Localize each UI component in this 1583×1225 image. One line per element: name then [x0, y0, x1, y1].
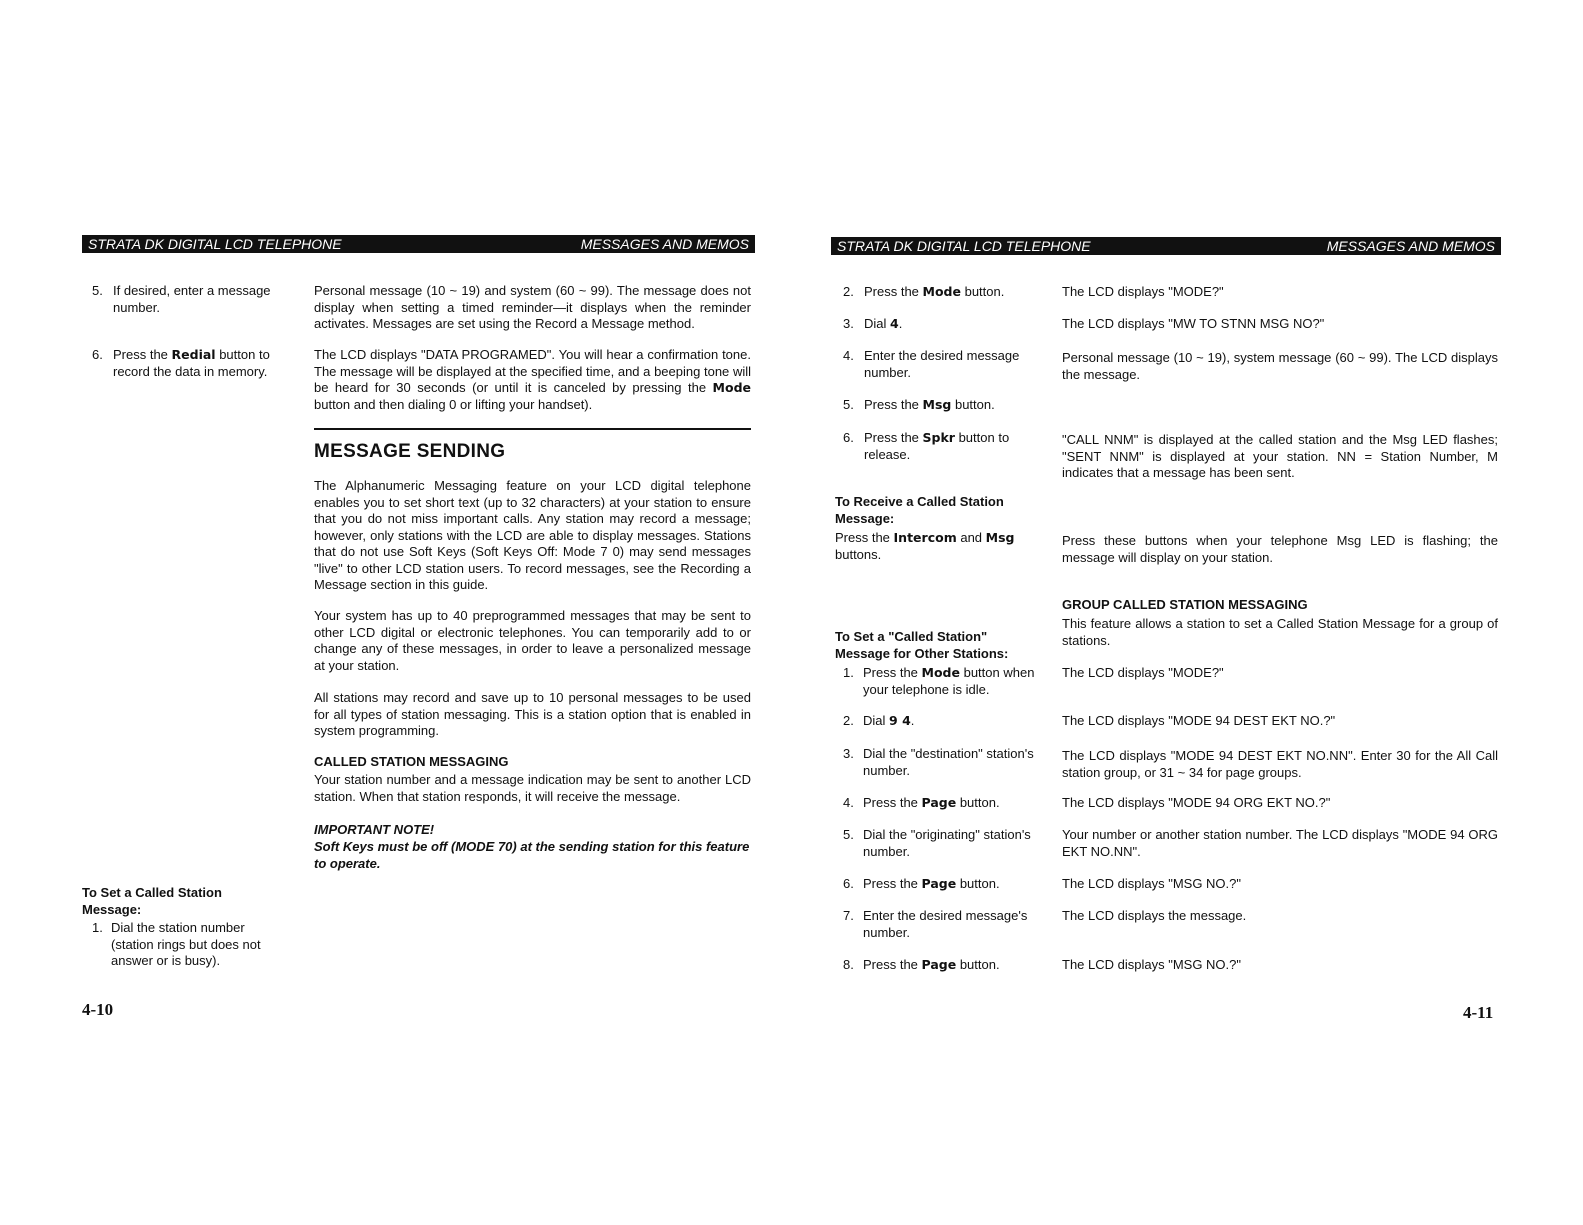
rb-step6-post: button. — [956, 876, 1000, 891]
page-button-label: Page — [921, 876, 957, 891]
mode-button-label: Mode — [922, 284, 961, 299]
group-messaging-subhead: GROUP CALLED STATION MESSAGING — [1062, 597, 1308, 612]
rb-step4-post: button. — [956, 795, 1000, 810]
important-note-text: Soft Keys must be off (MODE 70) at the sending station for this feature to operate. — [314, 839, 750, 871]
left-header-bar — [82, 235, 755, 253]
receive-mid: and — [956, 530, 986, 545]
section-divider — [314, 428, 751, 430]
r-step2-label — [864, 284, 1044, 301]
rb-step8-pre: Press the — [863, 957, 922, 972]
called-step1-text: Dial the station number (station rings but does not answer or is busy). — [111, 920, 261, 968]
left-step6-desc-pre: The LCD displays "DATA PROGRAMED". You will hear a confirmation tone. The message will be displayed at the specified time, and a beeping tone will be heard for 30 seconds (or until it is canceled by pressing the — [314, 347, 751, 395]
left-header-section: MESSAGES AND MEMOS — [580, 236, 749, 252]
para-called-station: Your station number and a message indication may be sent to another LCD station. When that station responds, it will receive the message. — [314, 772, 751, 804]
rb-step7-label: Enter the desired message's number. — [863, 908, 1028, 940]
r-step2-pre: Press the — [864, 284, 923, 299]
rb-step2-post: . — [910, 713, 915, 728]
rb-step7-number: 7. — [843, 908, 854, 923]
rb-step8-post: button. — [956, 957, 1000, 972]
rb-step6-number: 6. — [843, 876, 854, 891]
rb-step4-number: 4. — [843, 795, 854, 810]
r-step6-desc: "CALL NNM" is displayed at the called station and the Msg LED flashes; "SENT NNM" is displayed at your station. NN = Station Number, M indicates that a message has been sent. — [1062, 432, 1498, 480]
r-step2-number: 2. — [843, 284, 854, 299]
rb-step2-desc: The LCD displays "MODE 94 DEST EKT NO.?" — [1062, 713, 1336, 728]
rb-step3-desc: The LCD displays "MODE 94 DEST EKT NO.NN". Enter 30 for the All Call station group, or 31 ~ 34 for page groups. — [1062, 748, 1498, 780]
rb-step3-label: Dial the "destination" station's number. — [863, 746, 1034, 778]
r-step4-label: Enter the desired message number. — [864, 348, 1020, 380]
left-step6-desc-post: button and then dialing 0 or lifting your handset). — [314, 396, 593, 412]
rb-step6-pre: Press the — [863, 876, 922, 891]
rb-step7-desc: The LCD displays the message. — [1062, 908, 1247, 923]
para-alphanumeric: The Alphanumeric Messaging feature on your LCD digital telephone enables you to set short text (up to 32 characters) at your station to ensure that you do not miss important calls. Any station may record a message; however, only stations with the LCD are able to display messages. Stations that do not use Soft Keys (Soft Keys Off: Mode 7 0) may send messages "live" to other LCD station users. To record messages, see the Recording a Message section in this guide. — [314, 478, 751, 592]
rb-step8-number: 8. — [843, 957, 854, 972]
r-step3-desc: The LCD displays "MW TO STNN MSG NO?" — [1062, 316, 1325, 331]
r-step3-pre: Dial — [864, 316, 891, 331]
r-step6-label — [864, 430, 1029, 463]
left-header-title: STRATA DK DIGITAL LCD TELEPHONE — [88, 236, 342, 252]
called-step1-number: 1. — [92, 920, 103, 935]
rb-step2-number: 2. — [843, 713, 854, 728]
rb-step1-desc: The LCD displays "MODE?" — [1062, 665, 1224, 680]
rb-step2-label — [863, 713, 1048, 730]
para-personal: All stations may record and save up to 10 personal messages to be used for all types of station messaging. This is a station option that is enabled in system programming. — [314, 690, 751, 738]
intercom-button-label: Intercom — [893, 530, 957, 545]
dial-digits: 9 4 — [889, 713, 911, 728]
rb-step3-number: 3. — [843, 746, 854, 761]
msg-button-label: Msg — [922, 397, 952, 412]
r-step3-post: . — [898, 316, 903, 331]
r-step4-desc: Personal message (10 ~ 19), system message (60 ~ 99). The LCD displays the message. — [1062, 350, 1498, 382]
rb-step5-desc: Your number or another station number. The LCD displays "MODE 94 ORG EKT NO.NN". — [1062, 827, 1498, 859]
right-header-section: MESSAGES AND MEMOS — [1326, 238, 1495, 254]
r-step5-label — [864, 397, 1044, 414]
mode-button-label: Mode — [712, 380, 751, 395]
rb-step2-pre: Dial — [863, 713, 890, 728]
rb-step4-pre: Press the — [863, 795, 922, 810]
left-step5-number: 5. — [92, 283, 103, 298]
rb-step4-label — [863, 795, 1048, 812]
mode-button-label: Mode — [921, 665, 960, 680]
rb-step1-pre: Press the — [863, 665, 922, 680]
right-header-bar — [831, 237, 1501, 255]
r-step6-post: button to release. — [864, 430, 1010, 462]
rb-step6-label — [863, 876, 1048, 893]
called-station-subhead: CALLED STATION MESSAGING — [314, 754, 509, 769]
rb-step1-label — [863, 665, 1048, 698]
right-header-title: STRATA DK DIGITAL LCD TELEPHONE — [837, 238, 1091, 254]
other-stations-heading: To Set a "Called Station" Message for Other Stations: — [835, 629, 1009, 661]
left-step5-desc: Personal message (10 ~ 19) and system (60 ~ 99). The message does not display when setting a timed reminder—it displays when the reminder activates. Messages are set using the Record a Message method. — [314, 283, 751, 331]
rb-step8-desc: The LCD displays "MSG NO.?" — [1062, 957, 1242, 972]
left-step5-label: If desired, enter a message number. — [113, 283, 271, 315]
rb-step8-label — [863, 957, 1048, 974]
page-button-label: Page — [921, 795, 957, 810]
r-step2-desc: The LCD displays "MODE?" — [1062, 284, 1224, 299]
rb-step6-desc: The LCD displays "MSG NO.?" — [1062, 876, 1242, 891]
left-step6-label-pre: Press the — [113, 347, 172, 362]
receive-pre: Press the — [835, 530, 894, 545]
dial-digit: 4 — [890, 316, 899, 331]
left-step6-number: 6. — [92, 347, 103, 362]
spkr-button-label: Spkr — [922, 430, 955, 445]
r-step6-pre: Press the — [864, 430, 923, 445]
redial-button-label: Redial — [171, 347, 216, 362]
rb-step1-number: 1. — [843, 665, 854, 680]
called-station-heading: To Set a Called Station Message: — [82, 885, 222, 917]
rb-step5-number: 5. — [843, 827, 854, 842]
left-step6-desc — [314, 347, 751, 413]
rb-step4-desc: The LCD displays "MODE 94 ORG EKT NO.?" — [1062, 795, 1331, 810]
rb-step1-post: button when your telephone is idle. — [863, 665, 1035, 697]
para-preprogrammed: Your system has up to 40 preprogrammed messages that may be sent to other LCD digital or electronic telephones. You can temporarily add to or change any of these messages, in order to leave a personalized message at your station. — [314, 608, 751, 673]
page-button-label: Page — [921, 957, 957, 972]
msg-button-label: Msg — [985, 530, 1015, 545]
r-step3-number: 3. — [843, 316, 854, 331]
r-step5-number: 5. — [843, 397, 854, 412]
important-note-title: IMPORTANT NOTE! — [314, 822, 435, 837]
r-step4-number: 4. — [843, 348, 854, 363]
group-messaging-desc: This feature allows a station to set a Called Station Message for a group of stations. — [1062, 616, 1498, 648]
left-step6-label — [113, 347, 293, 380]
r-step3-label — [864, 316, 1044, 333]
r-step5-post: button. — [951, 397, 995, 412]
r-step6-number: 6. — [843, 430, 854, 445]
left-step6-label-post: button to record the data in memory. — [113, 347, 270, 379]
right-page-number: 4-11 — [1463, 1003, 1494, 1022]
receive-desc: Press these buttons when your telephone Msg LED is flashing; the message will display on your station. — [1062, 533, 1498, 565]
rb-step5-label: Dial the "originating" station's number. — [863, 827, 1031, 859]
left-page-number: 4-10 — [82, 1000, 114, 1019]
receive-post: buttons. — [835, 546, 882, 562]
r-step2-post: button. — [960, 284, 1005, 299]
receive-instruction — [835, 530, 1035, 563]
receive-heading: To Receive a Called Station Message: — [835, 494, 1004, 526]
section-title: MESSAGE SENDING — [314, 441, 506, 462]
r-step5-pre: Press the — [864, 397, 923, 412]
